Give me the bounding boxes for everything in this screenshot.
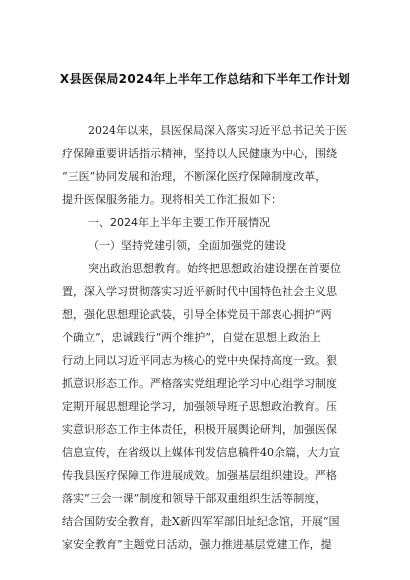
intro-line: 提升医保服务能力。现将相关工作汇报如下：	[62, 193, 282, 206]
body-line: 想，强化思想理论武装，引导全体党员干部衷心拥护“两	[62, 308, 332, 321]
body-line: 信息宣传，在省级以上媒体刊发信息稿件40余篇，大力宣	[62, 446, 340, 459]
body-line: 行动上同以习近平同志为核心的党中央保持高度一致。狠	[62, 354, 337, 367]
body-line: 传我县医疗保障工作进展成效。加强基层组织建设。严格	[62, 469, 337, 482]
intro-line: 2024年以来，县医保局深入落实习近平总书记关于医	[88, 124, 347, 137]
body-line: 实意识形态工作主体责任，积极开展舆论研判，加强医保	[62, 423, 337, 436]
body-line: 突出政治思想教育。始终把思想政治建设摆在首要位	[88, 262, 341, 275]
document-title: X县医保局2024年上半年工作总结和下半年工作计划	[59, 72, 351, 86]
body-line: 定期开展思想理论学习，加强领导班子思想政治教育。压	[62, 400, 337, 413]
intro-line: “三医”协同发展和治理，不断深化医疗保障制度改革，	[62, 170, 327, 183]
body-line: 置，深入学习贯彻落实习近平新时代中国特色社会主义思	[62, 285, 337, 298]
body-line: 抓意识形态工作。严格落实党组理论学习中心组学习制度	[62, 377, 337, 390]
intro-line: 疗保障重要讲话指示精神，坚持以人民健康为中心，围绕	[62, 147, 337, 160]
section-heading: 一、2024年上半年主要工作开展情况	[88, 216, 270, 229]
body-line: 家安全教育”主题党日活动，强力推进基层党建工作，提	[62, 538, 332, 551]
body-line: 结合国防安全教育，赴X新四军军部旧址纪念馆，开展“国	[62, 515, 340, 528]
body-line: 落实“三会一课”制度和领导干部双重组织生活等制度，	[62, 492, 327, 505]
body-line: 个确立”，忠诚践行“两个维护”，自觉在思想上政治上	[62, 331, 321, 344]
subsection-heading: （一）坚持党建引领，全面加强党的建设	[88, 239, 286, 252]
